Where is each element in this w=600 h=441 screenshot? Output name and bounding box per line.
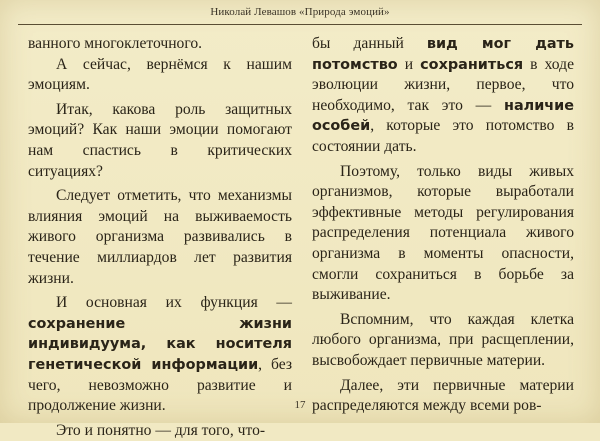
- running-header: Николай Левашов «Природа эмоций»: [210, 6, 390, 18]
- text-run: , без чего, невозможно развитие и продолжение жизни.: [28, 355, 293, 415]
- paragraph: Вспомним, что каждая клетка любого организма, при расщеплении, высвобождает первичные материи.: [312, 310, 574, 369]
- text-run: И основная их функция —: [56, 294, 292, 312]
- header-rule: [18, 24, 582, 25]
- text-run: и: [397, 55, 421, 73]
- paragraph: Это и понятно — для того, что-: [56, 421, 266, 439]
- bold-emphasis: вид мог дать потомство: [312, 36, 574, 73]
- bold-emphasis: наличие особей: [312, 97, 574, 135]
- text-run: , которые это потомство в состоянии дать.: [312, 117, 574, 155]
- paragraph: Итак, какова роль защитных эмоций? Как наши эмоции помогают нам спастись в критических ситуациях?: [28, 100, 292, 180]
- text-run: бы данный: [312, 35, 427, 52]
- bold-emphasis: сохранение жизни индивидуума, как носителя генетической информации: [28, 315, 292, 373]
- paragraph: Далее, эти первичные материи распределяются между всеми ров-: [312, 376, 574, 415]
- right-column: [312, 34, 574, 417]
- bold-emphasis: сохраниться: [420, 56, 524, 73]
- paragraph: Поэтому, только виды живых организмов, которые выработали эффективные методы регулирования распределения потенциала живого организма в моменты опасности, смогли сохраниться в борьбе за выживание.: [312, 162, 574, 304]
- paragraph: [312, 34, 574, 158]
- paragraph: ванного многоклеточного.: [28, 35, 203, 52]
- text-run: в ходе эволюции жизни, первое, что необходимо, так это —: [312, 55, 574, 114]
- paragraph: Следует отметить, что механизмы влияния эмоций на выживаемость живого организма развивались в течение миллиардов лет развития жизни.: [28, 187, 292, 287]
- page-number: 17: [294, 399, 306, 411]
- paragraph: А сейчас, вернёмся к нашим эмоциям.: [28, 55, 292, 94]
- left-column: [28, 34, 292, 441]
